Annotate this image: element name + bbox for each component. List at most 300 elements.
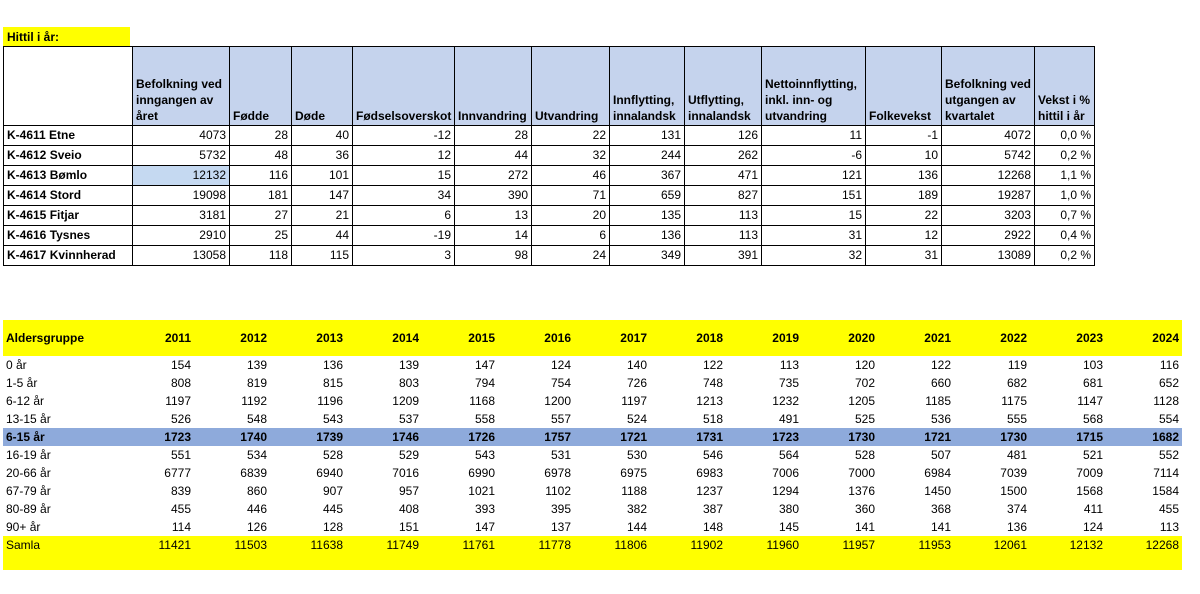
table-cell: 12132 bbox=[133, 166, 230, 186]
table-cell: 1757 bbox=[498, 428, 574, 446]
table-cell: 819 bbox=[246, 376, 267, 390]
subtotal-row bbox=[3, 428, 1182, 446]
empty-cell bbox=[118, 557, 194, 570]
table-cell: 40 bbox=[292, 126, 353, 146]
table-cell: 11778 bbox=[498, 536, 574, 557]
table-cell: 114 bbox=[171, 520, 191, 534]
table-cell: 25 bbox=[230, 226, 292, 246]
table-cell: 471 bbox=[685, 166, 762, 186]
table-cell: 537 bbox=[398, 412, 419, 426]
empty-cell bbox=[1106, 557, 1182, 570]
table-cell: 131 bbox=[610, 126, 685, 146]
table-cell: 34 bbox=[353, 186, 455, 206]
table-cell: 145 bbox=[778, 520, 799, 534]
table-cell: 147 bbox=[474, 520, 495, 534]
kommune-name: K-4615 Fitjar bbox=[4, 206, 133, 226]
table-cell: 6839 bbox=[240, 466, 267, 480]
kommune-name: K-4611 Etne bbox=[4, 126, 133, 146]
table-cell: 408 bbox=[398, 502, 419, 516]
table-cell: 11953 bbox=[878, 536, 954, 557]
table-cell: 6777 bbox=[164, 466, 191, 480]
table-cell: 1568 bbox=[1076, 484, 1103, 498]
empty-cell bbox=[194, 557, 270, 570]
table-cell: 860 bbox=[246, 484, 267, 498]
table-cell: 726 bbox=[626, 376, 647, 390]
table-cell: 31 bbox=[866, 246, 942, 266]
age-group-label: 13-15 år bbox=[6, 412, 51, 426]
table-cell: 181 bbox=[230, 186, 292, 206]
kommune-table bbox=[3, 46, 1095, 266]
table-cell: 543 bbox=[474, 448, 495, 462]
table-cell: 794 bbox=[474, 376, 495, 390]
table-cell: 136 bbox=[1006, 520, 1027, 534]
table-cell: 0,2 % bbox=[1035, 246, 1095, 266]
table-cell: 1197 bbox=[621, 394, 647, 408]
table-cell: 113 bbox=[685, 226, 762, 246]
table-cell: 491 bbox=[778, 412, 799, 426]
table-cell: 1721 bbox=[574, 428, 650, 446]
table-cell: 151 bbox=[398, 520, 419, 534]
table-cell: 1739 bbox=[270, 428, 346, 446]
empty-cell bbox=[1030, 557, 1106, 570]
table-cell: 139 bbox=[398, 358, 419, 372]
kommune-name: K-4612 Sveio bbox=[4, 146, 133, 166]
table-cell: 1128 bbox=[1153, 394, 1179, 408]
table-cell: 1213 bbox=[696, 394, 723, 408]
table-cell: 19098 bbox=[133, 186, 230, 206]
table-cell: 445 bbox=[322, 502, 343, 516]
table-cell: 1723 bbox=[726, 428, 802, 446]
table-cell: 10 bbox=[866, 146, 942, 166]
table-cell: 11806 bbox=[574, 536, 650, 557]
year-header: 2011 bbox=[118, 320, 194, 356]
footer-fill bbox=[3, 557, 1182, 570]
table-cell: 12 bbox=[866, 226, 942, 246]
column-header: Fødselsoverskot bbox=[353, 47, 455, 126]
table-cell: 24 bbox=[532, 246, 610, 266]
table-row bbox=[4, 186, 1095, 206]
table-cell: 543 bbox=[322, 412, 343, 426]
table-cell: 141 bbox=[854, 520, 875, 534]
table-cell: -1 bbox=[866, 126, 942, 146]
table-cell: 529 bbox=[398, 448, 419, 462]
table-cell: 11503 bbox=[194, 536, 270, 557]
table-cell: 411 bbox=[1083, 502, 1103, 516]
empty-cell bbox=[802, 557, 878, 570]
table-row bbox=[3, 410, 1182, 428]
table-cell: 3203 bbox=[942, 206, 1035, 226]
table-cell: 135 bbox=[610, 206, 685, 226]
table-cell: 6983 bbox=[696, 466, 723, 480]
table-cell: 22 bbox=[866, 206, 942, 226]
table-cell: 2922 bbox=[942, 226, 1035, 246]
table-cell: 568 bbox=[1082, 412, 1103, 426]
table-cell: 3 bbox=[353, 246, 455, 266]
table-cell: 1721 bbox=[878, 428, 954, 446]
table-cell: 1209 bbox=[392, 394, 419, 408]
year-header: 2016 bbox=[498, 320, 574, 356]
table-cell: 7000 bbox=[848, 466, 875, 480]
year-header: 2012 bbox=[194, 320, 270, 356]
table-cell: 957 bbox=[398, 484, 419, 498]
table-cell: 13089 bbox=[942, 246, 1035, 266]
table-cell: 1730 bbox=[802, 428, 878, 446]
table-cell: 368 bbox=[930, 502, 951, 516]
column-header: Befolkning ved utgangen av kvartalet bbox=[942, 47, 1035, 126]
table-cell: 189 bbox=[866, 186, 942, 206]
table-row bbox=[4, 246, 1095, 266]
table-cell: -6 bbox=[762, 146, 866, 166]
table-row bbox=[3, 464, 1182, 482]
empty-cell bbox=[954, 557, 1030, 570]
table-cell: 1,1 % bbox=[1035, 166, 1095, 186]
table-cell: 11761 bbox=[422, 536, 498, 557]
table-cell: 1682 bbox=[1106, 428, 1182, 446]
table-cell: 551 bbox=[170, 448, 191, 462]
table-cell: 144 bbox=[626, 520, 647, 534]
table-cell: 528 bbox=[322, 448, 343, 462]
table-cell: 15 bbox=[762, 206, 866, 226]
table-cell: 6940 bbox=[316, 466, 343, 480]
table-cell: 1731 bbox=[650, 428, 726, 446]
empty-cell bbox=[422, 557, 498, 570]
empty-cell bbox=[498, 557, 574, 570]
table-cell: 390 bbox=[455, 186, 532, 206]
table-cell: 139 bbox=[246, 358, 267, 372]
table-cell: 21 bbox=[292, 206, 353, 226]
table-cell: 0,4 % bbox=[1035, 226, 1095, 246]
table-cell: 136 bbox=[322, 358, 343, 372]
table-cell: 44 bbox=[455, 146, 532, 166]
table-cell: 1584 bbox=[1152, 484, 1179, 498]
table-cell: 1232 bbox=[772, 394, 799, 408]
column-header: Vekst i % hittil i år bbox=[1035, 47, 1095, 126]
table-row bbox=[3, 446, 1182, 464]
table-cell: 367 bbox=[610, 166, 685, 186]
aldersgruppe-header: Aldersgruppe bbox=[3, 320, 118, 356]
table-cell: 28 bbox=[230, 126, 292, 146]
age-group-label: 67-79 år bbox=[6, 484, 51, 498]
table-cell: 14 bbox=[455, 226, 532, 246]
empty-cell bbox=[574, 557, 650, 570]
table-cell: 481 bbox=[1006, 448, 1027, 462]
table-cell: 554 bbox=[1158, 412, 1179, 426]
table-cell: 660 bbox=[930, 376, 951, 390]
table-row bbox=[3, 356, 1182, 374]
table-cell: 380 bbox=[778, 502, 799, 516]
table-cell: 0,2 % bbox=[1035, 146, 1095, 166]
table-cell: 2910 bbox=[133, 226, 230, 246]
age-group-label: 90+ år bbox=[6, 520, 41, 534]
table-cell: 31 bbox=[762, 226, 866, 246]
table-cell: 1185 bbox=[925, 394, 951, 408]
column-header: Innflytting, innalandsk bbox=[610, 47, 685, 126]
year-header: 2015 bbox=[422, 320, 498, 356]
table-cell: 32 bbox=[762, 246, 866, 266]
table-cell: 22 bbox=[532, 126, 610, 146]
table-cell: 119 bbox=[1007, 358, 1027, 372]
table-cell: 11421 bbox=[118, 536, 194, 557]
table-cell: 0,0 % bbox=[1035, 126, 1095, 146]
table-cell: 3181 bbox=[133, 206, 230, 226]
table-cell: 387 bbox=[702, 502, 723, 516]
table-cell: 11957 bbox=[802, 536, 878, 557]
year-header: 2014 bbox=[346, 320, 422, 356]
table-cell: 11 bbox=[762, 126, 866, 146]
table-cell: 1723 bbox=[118, 428, 194, 446]
year-header: 2020 bbox=[802, 320, 878, 356]
table-cell: -19 bbox=[353, 226, 455, 246]
table-cell: 1196 bbox=[317, 394, 343, 408]
table-cell: 4072 bbox=[942, 126, 1035, 146]
year-header: 2024 bbox=[1106, 320, 1182, 356]
table-cell: 98 bbox=[455, 246, 532, 266]
header-row bbox=[3, 320, 1182, 356]
table-cell: 101 bbox=[292, 166, 353, 186]
table-cell: 528 bbox=[854, 448, 875, 462]
year-header: 2019 bbox=[726, 320, 802, 356]
table-cell: 1200 bbox=[544, 394, 571, 408]
table-cell: 11638 bbox=[270, 536, 346, 557]
table-cell: 12061 bbox=[954, 536, 1030, 557]
table-cell: 455 bbox=[1158, 502, 1179, 516]
table-cell: 1,0 % bbox=[1035, 186, 1095, 206]
table-cell: 7039 bbox=[1000, 466, 1027, 480]
table-cell: 564 bbox=[778, 448, 799, 462]
age-group-label: 80-89 år bbox=[6, 502, 51, 516]
column-header: Døde bbox=[292, 47, 353, 126]
table-cell: 1168 bbox=[469, 394, 495, 408]
table-cell: 136 bbox=[866, 166, 942, 186]
table-cell: 124 bbox=[550, 358, 571, 372]
table-cell: 1192 bbox=[241, 394, 267, 408]
empty-cell bbox=[878, 557, 954, 570]
table-cell: 11749 bbox=[346, 536, 422, 557]
header-blank bbox=[4, 47, 133, 126]
table-cell: 6990 bbox=[468, 466, 495, 480]
table-cell: 5732 bbox=[133, 146, 230, 166]
table-cell: 455 bbox=[170, 502, 191, 516]
table-cell: 526 bbox=[170, 412, 191, 426]
table-cell: 46 bbox=[532, 166, 610, 186]
table-cell: 446 bbox=[246, 502, 267, 516]
table-cell: 1715 bbox=[1030, 428, 1106, 446]
table-cell: 1147 bbox=[1077, 394, 1103, 408]
table-row bbox=[3, 482, 1182, 500]
table-cell: 374 bbox=[1006, 502, 1027, 516]
table-cell: 262 bbox=[685, 146, 762, 166]
table-row bbox=[3, 518, 1182, 536]
table-cell: 507 bbox=[930, 448, 951, 462]
table-cell: 659 bbox=[610, 186, 685, 206]
table-cell: 546 bbox=[702, 448, 723, 462]
table-cell: 116 bbox=[1159, 358, 1179, 372]
table-cell: 548 bbox=[246, 412, 267, 426]
table-cell: 907 bbox=[322, 484, 343, 498]
table-cell: 151 bbox=[762, 186, 866, 206]
table-cell: 839 bbox=[170, 484, 191, 498]
table-cell: 524 bbox=[626, 412, 647, 426]
table-cell: 6984 bbox=[924, 466, 951, 480]
table-cell: 827 bbox=[685, 186, 762, 206]
table-cell: 557 bbox=[550, 412, 571, 426]
table-cell: 27 bbox=[230, 206, 292, 226]
table-cell: 11960 bbox=[726, 536, 802, 557]
table-row bbox=[4, 226, 1095, 246]
table-cell: 1205 bbox=[848, 394, 875, 408]
table-cell: 113 bbox=[685, 206, 762, 226]
table-cell: 4073 bbox=[133, 126, 230, 146]
table-cell: 682 bbox=[1006, 376, 1027, 390]
table-cell: 44 bbox=[292, 226, 353, 246]
table-cell: 141 bbox=[930, 520, 951, 534]
table-cell: 28 bbox=[455, 126, 532, 146]
table-cell: 140 bbox=[626, 358, 647, 372]
table-cell: 531 bbox=[550, 448, 571, 462]
table-cell: 393 bbox=[474, 502, 495, 516]
table-cell: 1740 bbox=[194, 428, 270, 446]
table-cell: 137 bbox=[550, 520, 571, 534]
table-cell: 6978 bbox=[544, 466, 571, 480]
table-cell: 1450 bbox=[924, 484, 951, 498]
table-cell: 122 bbox=[702, 358, 723, 372]
table-cell: 391 bbox=[685, 246, 762, 266]
total-row bbox=[3, 536, 1182, 557]
table-cell: 1294 bbox=[772, 484, 799, 498]
table-cell: 6975 bbox=[620, 466, 647, 480]
table-cell: 360 bbox=[854, 502, 875, 516]
year-header: 2023 bbox=[1030, 320, 1106, 356]
empty-cell bbox=[3, 557, 118, 570]
table-row bbox=[4, 206, 1095, 226]
table-cell: 808 bbox=[170, 376, 191, 390]
table-cell: 7114 bbox=[1153, 466, 1179, 480]
table-cell: 71 bbox=[532, 186, 610, 206]
age-group-label: 20-66 år bbox=[6, 466, 51, 480]
column-header: Befolkning ved inngangen av året bbox=[133, 47, 230, 126]
table-cell: 1746 bbox=[346, 428, 422, 446]
table-cell: 12 bbox=[353, 146, 455, 166]
table-cell: 13058 bbox=[133, 246, 230, 266]
table-cell: 1021 bbox=[468, 484, 495, 498]
table-row bbox=[4, 146, 1095, 166]
age-group-label: 1-5 år bbox=[6, 376, 38, 390]
kommune-name: K-4614 Stord bbox=[4, 186, 133, 206]
kommune-name: K-4617 Kvinnherad bbox=[4, 246, 133, 266]
table-cell: 521 bbox=[1082, 448, 1103, 462]
age-group-label: 16-19 år bbox=[6, 448, 51, 462]
empty-cell bbox=[726, 557, 802, 570]
title: Hittil i år: bbox=[3, 27, 130, 46]
table-cell: 12268 bbox=[1106, 536, 1182, 557]
empty-cell bbox=[346, 557, 422, 570]
table-cell: 154 bbox=[170, 358, 191, 372]
table-cell: 128 bbox=[322, 520, 343, 534]
table-row bbox=[3, 392, 1182, 410]
table-cell: 126 bbox=[246, 520, 267, 534]
table-cell: 702 bbox=[854, 376, 875, 390]
table-cell: 518 bbox=[702, 412, 723, 426]
table-cell: 395 bbox=[550, 502, 571, 516]
year-header: 2013 bbox=[270, 320, 346, 356]
table-cell: 530 bbox=[626, 448, 647, 462]
column-header: Folkevekst bbox=[866, 47, 942, 126]
kommune-name: K-4613 Bømlo bbox=[4, 166, 133, 186]
table-cell: 15 bbox=[353, 166, 455, 186]
table-cell: 118 bbox=[230, 246, 292, 266]
table-row bbox=[3, 500, 1182, 518]
table-cell: 20 bbox=[532, 206, 610, 226]
table-cell: 815 bbox=[322, 376, 343, 390]
age-group-label: 0 år bbox=[6, 358, 27, 372]
table-cell: 6 bbox=[353, 206, 455, 226]
table-cell: 6 bbox=[532, 226, 610, 246]
table-cell: 19287 bbox=[942, 186, 1035, 206]
kommune-name: K-4616 Tysnes bbox=[4, 226, 133, 246]
year-header: 2022 bbox=[954, 320, 1030, 356]
table-cell: 536 bbox=[930, 412, 951, 426]
table-cell: 116 bbox=[230, 166, 292, 186]
table-cell: 555 bbox=[1006, 412, 1027, 426]
table-cell: 113 bbox=[779, 358, 799, 372]
table-cell: 525 bbox=[854, 412, 875, 426]
table-cell: 0,7 % bbox=[1035, 206, 1095, 226]
table-cell: 7016 bbox=[392, 466, 419, 480]
table-cell: 1376 bbox=[848, 484, 875, 498]
table-cell: 652 bbox=[1158, 376, 1179, 390]
table-cell: 1175 bbox=[1001, 394, 1027, 408]
table-cell: 11902 bbox=[650, 536, 726, 557]
table-cell: 552 bbox=[1158, 448, 1179, 462]
table-row bbox=[4, 126, 1095, 146]
year-header: 2018 bbox=[650, 320, 726, 356]
empty-cell bbox=[650, 557, 726, 570]
table-cell: 148 bbox=[702, 520, 723, 534]
column-header: Innvandring bbox=[455, 47, 532, 126]
table-cell: 748 bbox=[702, 376, 723, 390]
age-group-label: 6-15 år bbox=[3, 428, 118, 446]
table-cell: 120 bbox=[854, 358, 875, 372]
table-cell: 735 bbox=[778, 376, 799, 390]
aldersgruppe-table bbox=[3, 320, 1182, 570]
table-cell: 12132 bbox=[1030, 536, 1106, 557]
table-cell: 13 bbox=[455, 206, 532, 226]
column-header: Nettoinnflytting, inkl. inn- og utvandring bbox=[762, 47, 866, 126]
table-cell: 681 bbox=[1082, 376, 1103, 390]
table-cell: 115 bbox=[292, 246, 353, 266]
table-cell: 382 bbox=[626, 502, 647, 516]
table-cell: 558 bbox=[474, 412, 495, 426]
table-cell: 121 bbox=[762, 166, 866, 186]
table-cell: 1730 bbox=[954, 428, 1030, 446]
table-cell: 32 bbox=[532, 146, 610, 166]
empty-cell bbox=[270, 557, 346, 570]
table-cell: 124 bbox=[1082, 520, 1103, 534]
column-header: Utflytting, innalandsk bbox=[685, 47, 762, 126]
column-header: Fødde bbox=[230, 47, 292, 126]
table-cell: 1726 bbox=[422, 428, 498, 446]
table-cell: 113 bbox=[1159, 520, 1179, 534]
table-cell: 803 bbox=[398, 376, 419, 390]
age-group-label: Samla bbox=[3, 536, 118, 557]
table-cell: 147 bbox=[474, 358, 495, 372]
table-cell: 12268 bbox=[942, 166, 1035, 186]
table-cell: 103 bbox=[1082, 358, 1103, 372]
table-cell: 122 bbox=[930, 358, 951, 372]
table-row bbox=[4, 166, 1095, 186]
age-group-label: 6-12 år bbox=[6, 394, 45, 408]
table-cell: 5742 bbox=[942, 146, 1035, 166]
